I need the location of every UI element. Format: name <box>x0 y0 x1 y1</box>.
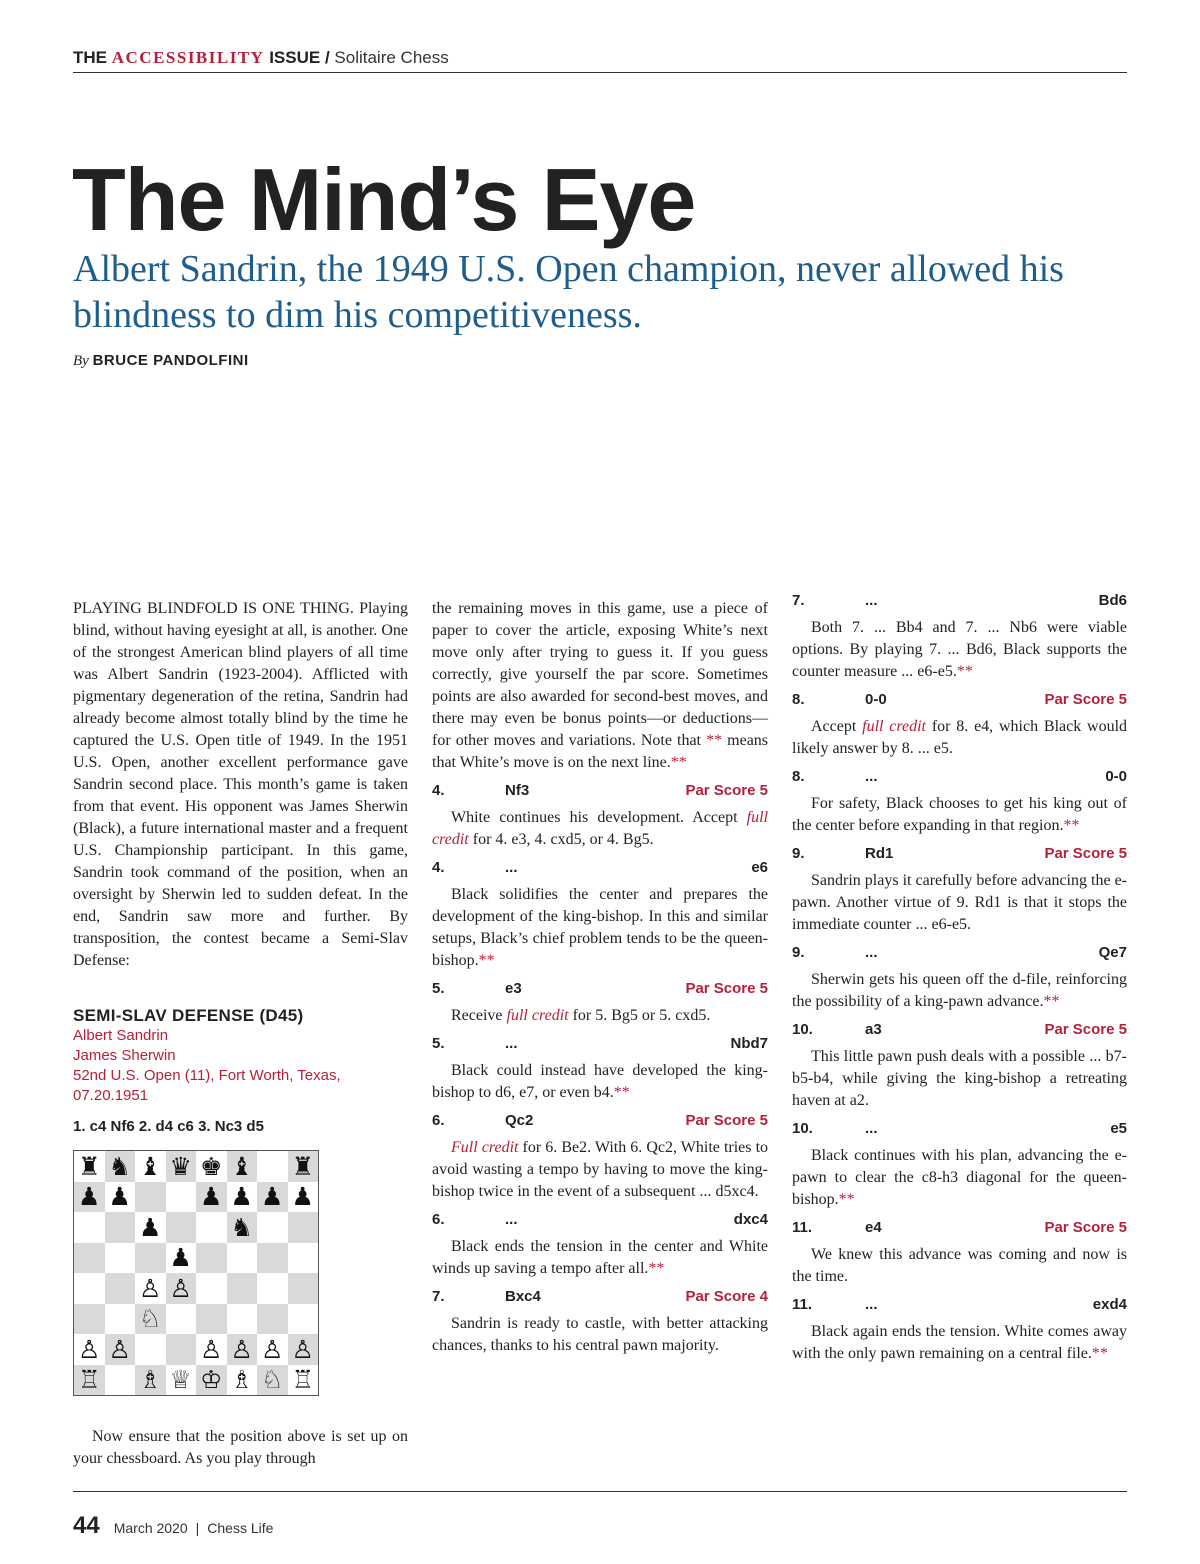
white-player: Albert Sandrin <box>73 1027 169 1044</box>
move-row <box>792 844 1127 864</box>
move-number: 6. <box>432 1112 445 1129</box>
board-square <box>257 1334 288 1365</box>
white-pawn-icon: ♙ <box>230 1334 253 1364</box>
move-commentary <box>432 1005 768 1027</box>
board-square <box>196 1334 227 1365</box>
article-title: The Mind’s Eye <box>72 150 696 249</box>
move-san: Rd1 <box>865 845 894 862</box>
white-bishop-icon: ♗ <box>230 1365 253 1395</box>
move-number: 7. <box>432 1288 445 1305</box>
move-row <box>792 1119 1127 1139</box>
move-row <box>792 1218 1127 1238</box>
board-square <box>257 1365 288 1396</box>
black-knight-icon: ♞ <box>230 1212 253 1242</box>
black-pawn-icon: ♟ <box>108 1182 131 1212</box>
black-pawn-icon: ♟ <box>78 1182 101 1212</box>
black-pawn-icon: ♟ <box>261 1182 284 1212</box>
move-number: 10. <box>792 1021 813 1038</box>
commentary-text: Black ends the tension in the center and White winds up saving a tempo after all. <box>432 1238 768 1277</box>
move-row <box>792 1295 1127 1315</box>
move-commentary <box>792 969 1127 1013</box>
move-dots: ... <box>865 1296 878 1313</box>
board-square <box>288 1151 319 1182</box>
board-square <box>135 1212 166 1243</box>
board-square <box>257 1182 288 1213</box>
stars-mark: ** <box>1043 993 1060 1010</box>
board-square <box>135 1304 166 1335</box>
board-square <box>135 1273 166 1304</box>
board-square <box>74 1334 105 1365</box>
stars-mark: ** <box>478 952 495 969</box>
move-commentary <box>432 807 768 851</box>
commentary-text: Sherwin gets his queen off the d-file, reinforcing the possibility of a king-pawn advance. <box>792 971 1127 1010</box>
move-number: 11. <box>792 1219 813 1236</box>
board-square <box>105 1304 136 1335</box>
move-number: 6. <box>432 1211 445 1228</box>
commentary-text: Black could instead have developed the king-bishop to d6, e7, or even b4. <box>432 1062 768 1101</box>
stars-mark: ** <box>1091 1345 1108 1362</box>
white-pawn-icon: ♙ <box>261 1334 284 1364</box>
column-2 <box>432 598 768 1357</box>
move-commentary <box>792 1145 1127 1211</box>
board-square <box>105 1365 136 1396</box>
commentary-text: for 4. e3, 4. cxd5, or 4. Bg5. <box>472 831 654 848</box>
board-square <box>288 1243 319 1274</box>
move-san: Nf3 <box>505 782 530 799</box>
move-san: exd4 <box>1092 1296 1127 1313</box>
move-number: 4. <box>432 782 445 799</box>
byline-author: BRUCE PANDOLFINI <box>92 352 249 369</box>
board-square <box>288 1365 319 1396</box>
board-square <box>135 1334 166 1365</box>
commentary-text: Accept <box>811 718 857 735</box>
board-square <box>288 1304 319 1335</box>
board-square <box>135 1182 166 1213</box>
black-rook-icon: ♜ <box>78 1151 101 1181</box>
commentary-text: Black solidifies the center and prepares the development of the king-bishop. In this and similar setups, Black’s chief problem tends to be the queen-bishop. <box>432 886 768 969</box>
board-square <box>166 1182 197 1213</box>
move-san: 0-0 <box>1105 768 1127 785</box>
move-row <box>792 767 1127 787</box>
chess-board <box>73 1150 319 1396</box>
white-king-icon: ♔ <box>200 1365 223 1395</box>
black-bishop-icon: ♝ <box>230 1151 253 1181</box>
board-square <box>105 1182 136 1213</box>
commentary-text: for 5. Bg5 or 5. cxd5. <box>572 1007 711 1024</box>
black-king-icon: ♚ <box>200 1151 223 1181</box>
move-number: 10. <box>792 1120 813 1137</box>
black-bishop-icon: ♝ <box>139 1151 162 1181</box>
move-row <box>432 1210 768 1230</box>
board-square <box>105 1212 136 1243</box>
black-rook-icon: ♜ <box>291 1151 314 1181</box>
footer-date: March 2020 <box>113 1520 188 1536</box>
move-row <box>792 943 1127 963</box>
commentary-text: White continues his development. Accept <box>451 809 738 826</box>
board-square <box>288 1273 319 1304</box>
full-credit: full credit <box>862 718 926 735</box>
footer-rule <box>73 1491 1127 1492</box>
stars-mark: ** <box>706 732 723 749</box>
move-number: 5. <box>432 980 445 997</box>
move-row <box>432 781 768 801</box>
header-section: Solitaire Chess <box>334 48 449 67</box>
page-footer <box>73 1512 273 1540</box>
board-square <box>227 1304 258 1335</box>
white-knight-icon: ♘ <box>261 1365 284 1395</box>
byline <box>73 352 249 370</box>
move-san: e4 <box>865 1219 882 1236</box>
board-square <box>196 1182 227 1213</box>
black-queen-icon: ♛ <box>169 1151 192 1181</box>
move-row <box>792 690 1127 710</box>
instructions-paragraph <box>432 598 768 774</box>
move-san: e3 <box>505 980 522 997</box>
move-san: Qe7 <box>1098 944 1127 961</box>
board-square <box>196 1151 227 1182</box>
event-date: 07.20.1951 <box>73 1087 149 1104</box>
move-san: dxc4 <box>733 1211 768 1228</box>
move-number: 8. <box>792 691 805 708</box>
move-san: e5 <box>1110 1120 1127 1137</box>
full-credit: Full credit <box>451 1139 519 1156</box>
board-square <box>196 1212 227 1243</box>
board-square <box>135 1243 166 1274</box>
footer-separator: | <box>195 1520 200 1536</box>
header-the: THE <box>73 48 107 67</box>
opening-title: SEMI-SLAV DEFENSE (D45) <box>73 1006 304 1025</box>
board-square <box>166 1334 197 1365</box>
move-dots: ... <box>865 768 878 785</box>
full-credit: full credit <box>432 809 769 848</box>
move-number: 4. <box>432 859 445 876</box>
move-commentary: Sandrin plays it carefully before advancing the e-pawn. Another virtue of 9. Rd1 is that it stops the immediate counter ... e6-e5. <box>792 872 1127 933</box>
move-number: 9. <box>792 944 805 961</box>
stars-mark: ** <box>648 1260 665 1277</box>
stars-mark: ** <box>956 663 973 680</box>
move-commentary <box>432 884 768 972</box>
par-score: Par Score 5 <box>1044 691 1127 708</box>
board-square <box>257 1304 288 1335</box>
move-commentary <box>432 1137 768 1203</box>
header-accessibility: ACCESSIBILITY <box>111 48 265 67</box>
white-pawn-icon: ♙ <box>200 1334 223 1364</box>
move-san: Bd6 <box>1098 592 1127 609</box>
move-dots: ... <box>505 1035 518 1052</box>
white-pawn-icon: ♙ <box>108 1334 131 1364</box>
board-square <box>227 1334 258 1365</box>
white-pawn-icon: ♙ <box>78 1334 101 1364</box>
column-3 <box>792 591 1127 1365</box>
board-square <box>196 1304 227 1335</box>
commentary-text: for 6. Be2. With 6. Qc2, White tries to avoid wasting a tempo by having to move the king-bishop twice in the event of a subsequent ... d5xc4. <box>432 1139 769 1200</box>
header-issue: ISSUE <box>269 48 321 67</box>
board-square <box>74 1365 105 1396</box>
board-square <box>166 1273 197 1304</box>
black-knight-icon: ♞ <box>108 1151 131 1181</box>
move-row <box>792 1020 1127 1040</box>
black-pawn-icon: ♟ <box>230 1182 253 1212</box>
instructions-text-2: means that White’s move is on the next line. <box>432 732 769 771</box>
column-1 <box>73 598 408 1470</box>
black-pawn-icon: ♟ <box>169 1243 192 1273</box>
white-pawn-icon: ♙ <box>291 1334 314 1364</box>
board-square <box>166 1151 197 1182</box>
move-san: a3 <box>865 1021 882 1038</box>
board-square <box>135 1151 166 1182</box>
move-san: e6 <box>751 859 768 876</box>
board-square <box>196 1273 227 1304</box>
board-square <box>227 1212 258 1243</box>
opening-moves: 1. c4 Nf6 2. d4 c6 3. Nc3 d5 <box>73 1118 264 1135</box>
par-score: Par Score 4 <box>685 1288 768 1305</box>
intro-paragraph: PLAYING BLINDFOLD IS ONE THING. Playing blind, without having eyesight at all, is another. One of the strongest American blind players of all time was Albert Sandrin (1923-2004). Afflicted with pigmentary degeneration of the retina, Sandrin had already become almost totally blind by the time he captured the U.S. Open title of 1949. In the 1951 U.S. Open, another excellent performance gave Sandrin second place. This month’s game is taken from that event. His opponent was James Sherwin (Black), a future international master and a frequent U.S. Championship participant. In this game, Sandrin took command of the position, when an oversight by Sherwin led to sudden defeat. In the end, Sandrin saw more and further. By transposition, the contest became a Semi-Slav Defense: <box>73 600 408 969</box>
move-number: 9. <box>792 845 805 862</box>
event-info: 52nd U.S. Open (11), Fort Worth, Texas, <box>73 1067 341 1084</box>
stars-mark: ** <box>613 1084 630 1101</box>
board-square <box>227 1182 258 1213</box>
board-square <box>74 1182 105 1213</box>
stars-mark: ** <box>1063 817 1080 834</box>
move-commentary <box>792 617 1127 683</box>
black-pawn-icon: ♟ <box>291 1182 314 1212</box>
par-score: Par Score 5 <box>685 1112 768 1129</box>
move-dots: ... <box>505 859 518 876</box>
move-row <box>432 1287 768 1307</box>
commentary-text: Both 7. ... Bb4 and 7. ... Nb6 were viable options. By playing 7. ... Bd6, Black supports the counter measure ... e6-e5. <box>792 619 1127 680</box>
commentary-text: Black continues with his plan, advancing the e-pawn to clear the c8-h3 diagonal for the queen-bishop. <box>792 1147 1127 1208</box>
move-number: 11. <box>792 1296 813 1313</box>
commentary-text: Black again ends the tension. White comes away with the only pawn remaining on a central file. <box>792 1323 1127 1362</box>
board-square <box>227 1243 258 1274</box>
board-square <box>74 1151 105 1182</box>
instructions-text: the remaining moves in this game, use a piece of paper to cover the article, exposing White’s next move only after trying to guess it. If you guess correctly, give yourself the par score. Sometimes points are also awarded for second-best moves, and there may even be bonus points—or deductions—for other moves and variations. Note that <box>432 600 768 749</box>
move-san: Nbd7 <box>730 1035 768 1052</box>
board-square <box>166 1243 197 1274</box>
commentary-text: for 8. e4, which Black would likely answer by 8. ... e5. <box>792 718 1128 757</box>
white-bishop-icon: ♗ <box>139 1365 162 1395</box>
move-commentary: We knew this advance was coming and now is the time. <box>792 1246 1127 1285</box>
board-square <box>135 1365 166 1396</box>
white-queen-icon: ♕ <box>169 1365 192 1395</box>
board-square <box>227 1365 258 1396</box>
move-commentary: This little pawn push deals with a possible ... b7-b5-b4, while giving the king-bishop a retreating haven at a2. <box>792 1048 1127 1109</box>
move-dots: ... <box>865 592 878 609</box>
move-row <box>432 979 768 999</box>
byline-by: By <box>73 353 89 369</box>
board-square <box>74 1304 105 1335</box>
move-row <box>432 858 768 878</box>
move-row <box>432 1034 768 1054</box>
board-square <box>105 1151 136 1182</box>
board-square <box>196 1365 227 1396</box>
par-score: Par Score 5 <box>1044 1219 1127 1236</box>
board-square <box>227 1151 258 1182</box>
move-dots: ... <box>865 944 878 961</box>
stars-mark: ** <box>670 754 687 771</box>
board-square <box>257 1243 288 1274</box>
board-square <box>227 1273 258 1304</box>
commentary-text: For safety, Black chooses to get his king out of the center before expanding in that region. <box>792 795 1127 834</box>
black-pawn-icon: ♟ <box>139 1212 162 1242</box>
move-commentary <box>432 1060 768 1104</box>
board-square <box>74 1273 105 1304</box>
move-number: 7. <box>792 592 805 609</box>
running-header <box>73 48 1127 73</box>
board-square <box>166 1212 197 1243</box>
full-credit: full credit <box>506 1007 569 1024</box>
move-dots: ... <box>505 1211 518 1228</box>
board-square <box>288 1212 319 1243</box>
white-knight-icon: ♘ <box>139 1304 162 1334</box>
closing-paragraph: Now ensure that the position above is set up on your chessboard. As you play through <box>73 1428 408 1467</box>
move-san: Qc2 <box>505 1112 534 1129</box>
board-square <box>257 1151 288 1182</box>
par-score: Par Score 5 <box>685 980 768 997</box>
board-square <box>166 1365 197 1396</box>
board-square <box>105 1243 136 1274</box>
stars-mark: ** <box>838 1191 855 1208</box>
board-square <box>74 1212 105 1243</box>
board-square <box>196 1243 227 1274</box>
move-row <box>792 591 1127 611</box>
commentary-text: Receive <box>451 1007 503 1024</box>
move-dots: ... <box>865 1120 878 1137</box>
board-square <box>74 1243 105 1274</box>
move-row <box>432 1111 768 1131</box>
move-number: 8. <box>792 768 805 785</box>
board-square <box>288 1182 319 1213</box>
par-score: Par Score 5 <box>1044 1021 1127 1038</box>
board-square <box>166 1304 197 1335</box>
white-pawn-icon: ♙ <box>169 1273 192 1303</box>
page-number: 44 <box>73 1512 100 1539</box>
move-commentary <box>792 716 1127 760</box>
board-square <box>257 1212 288 1243</box>
article-subtitle: Albert Sandrin, the 1949 U.S. Open champion, never allowed his blindness to dim his competitiveness. <box>73 248 1064 336</box>
footer-magazine: Chess Life <box>207 1520 274 1536</box>
move-san: 0-0 <box>865 691 887 708</box>
black-pawn-icon: ♟ <box>200 1182 223 1212</box>
board-square <box>288 1334 319 1365</box>
move-san: Bxc4 <box>505 1288 541 1305</box>
white-rook-icon: ♖ <box>78 1365 101 1395</box>
board-square <box>105 1273 136 1304</box>
move-commentary: Sandrin is ready to castle, with better attacking chances, thanks to his central pawn majority. <box>432 1315 768 1354</box>
header-slash: / <box>320 48 335 67</box>
white-rook-icon: ♖ <box>291 1365 314 1395</box>
board-square <box>257 1273 288 1304</box>
board-square <box>105 1334 136 1365</box>
move-commentary <box>432 1236 768 1280</box>
move-commentary <box>792 793 1127 837</box>
par-score: Par Score 5 <box>1044 845 1127 862</box>
white-pawn-icon: ♙ <box>139 1273 162 1303</box>
move-commentary <box>792 1321 1127 1365</box>
black-player: James Sherwin <box>73 1047 176 1064</box>
move-number: 5. <box>432 1035 445 1052</box>
par-score: Par Score 5 <box>685 782 768 799</box>
